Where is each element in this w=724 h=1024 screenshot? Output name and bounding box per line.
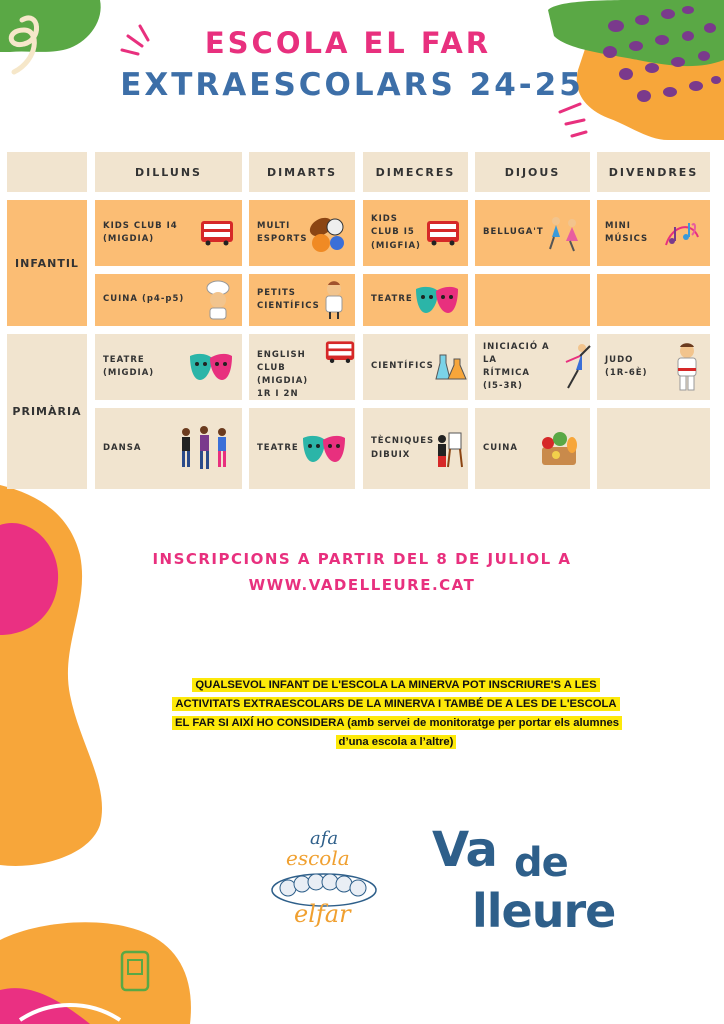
day-header-tuesday: DIMARTS <box>249 152 355 192</box>
activity-cell <box>597 334 710 400</box>
afa-text-line1: afa <box>310 828 339 849</box>
double-decker-bus-icon <box>426 220 460 246</box>
activity-cell <box>249 408 355 489</box>
inscription-url[interactable]: WWW.VADELLEURE.CAT <box>248 576 476 594</box>
activity-label: MINI MÚSICS <box>605 220 649 244</box>
dancers-icon <box>176 424 234 474</box>
activity-cell <box>95 334 242 400</box>
left-blob-decoration <box>0 485 120 875</box>
activity-cell <box>95 274 242 326</box>
activity-label: CUINA (p4-p5) <box>103 294 185 305</box>
day-header-friday: DIVENDRES <box>597 152 710 192</box>
empty-cell <box>597 274 710 326</box>
double-decker-bus-icon <box>325 340 355 364</box>
activity-cell <box>475 334 590 400</box>
activity-label: TÈCNIQUES DIBUIX <box>371 436 435 460</box>
activity-cell <box>475 408 590 489</box>
inscription-line: INSCRIPCIONS A PARTIR DEL 8 DE JULIOL A <box>152 550 572 568</box>
empty-cell <box>597 408 710 489</box>
notice-box <box>172 676 620 752</box>
activity-cell <box>249 200 355 266</box>
activity-label: PETITS CIENTÍFICS <box>257 287 320 311</box>
afa-escola-el-far-logo <box>262 828 386 936</box>
activity-label: BELLUGA'T <box>483 227 544 238</box>
program-title: EXTRAESCOLARS 24-25 <box>120 67 584 103</box>
activity-label: ENGLISH CLUB (MIGDIA) 1R I 2N <box>257 349 309 400</box>
afa-text-line3: elfar <box>294 900 351 928</box>
day-header-monday: DILLUNS <box>95 152 242 192</box>
activity-cell <box>363 334 468 400</box>
vadelleure-text-de: de <box>514 840 568 886</box>
activity-label: DANSA <box>103 442 142 453</box>
activity-label: TEATRE <box>257 442 299 453</box>
theater-masks-icon <box>301 434 347 464</box>
vadelleure-text-va: Va <box>432 822 497 878</box>
inscription-info <box>0 546 724 598</box>
activity-label: INICIACIÓ A LA RÍTMICA (I5-3R) <box>483 341 550 392</box>
activity-label: KIDS CLUB I5 (MIGFIA) <box>371 214 421 251</box>
activity-label: TEATRE (MIGDIA) <box>103 354 155 378</box>
scientist-icon <box>320 280 348 320</box>
activity-cell <box>249 334 355 400</box>
sports-balls-icon <box>307 213 347 253</box>
lab-flasks-icon <box>434 353 468 381</box>
activity-cell <box>363 408 468 489</box>
activity-cell <box>363 200 468 266</box>
group-header-primaria: PRIMÀRIA <box>7 334 87 489</box>
bottom-left-decoration <box>0 920 200 1024</box>
activity-cell <box>475 200 590 266</box>
gymnast-icon <box>558 342 592 392</box>
activity-label: MULTI ESPORTS <box>257 220 308 244</box>
activity-cell <box>95 408 242 489</box>
music-notes-icon <box>662 215 702 251</box>
painter-easel-icon <box>434 429 464 469</box>
activity-label: KIDS CLUB I4 (MIGDIA) <box>103 220 178 244</box>
notice-text: QUALSEVOL INFANT DE L'ESCOLA LA MINERVA POT INSCRIURE'S A LES ACTIVITATS EXTRAESCOLARS DE LA MINERVA I TAMBÉ DE A LES DE L'ESCOLA EL FAR SI AIXÍ HO CONSIDERA (amb servei de monitoratge per portar els alumnes d’una escola a l’altre) <box>172 678 622 749</box>
dancing-kids-icon <box>544 213 584 253</box>
vadelleure-text-lleure: lleure <box>472 884 616 938</box>
theater-masks-icon <box>414 285 460 315</box>
double-decker-bus-icon <box>200 220 234 246</box>
school-title: ESCOLA EL FAR <box>204 26 492 60</box>
judo-kid-icon <box>672 342 702 392</box>
day-header-wednesday: DIMECRES <box>363 152 468 192</box>
activity-cell <box>597 200 710 266</box>
corner-cell <box>7 152 87 192</box>
chef-icon <box>202 280 234 320</box>
activity-cell <box>249 274 355 326</box>
activity-label: CUINA <box>483 442 518 453</box>
vadelleure-logo <box>432 822 652 952</box>
activity-label: JUDO (1R-6È) <box>605 354 648 378</box>
afa-text-line2: escola <box>286 846 350 870</box>
activity-cell <box>363 274 468 326</box>
activity-label: TEATRE <box>371 294 413 305</box>
vegetables-icon <box>536 427 582 471</box>
group-header-infantil: INFANTIL <box>7 200 87 326</box>
activity-cell <box>95 200 242 266</box>
empty-cell <box>475 274 590 326</box>
day-header-thursday: DIJOUS <box>475 152 590 192</box>
theater-masks-icon <box>188 352 234 382</box>
activity-label: CIENTÍFICS <box>371 361 434 372</box>
